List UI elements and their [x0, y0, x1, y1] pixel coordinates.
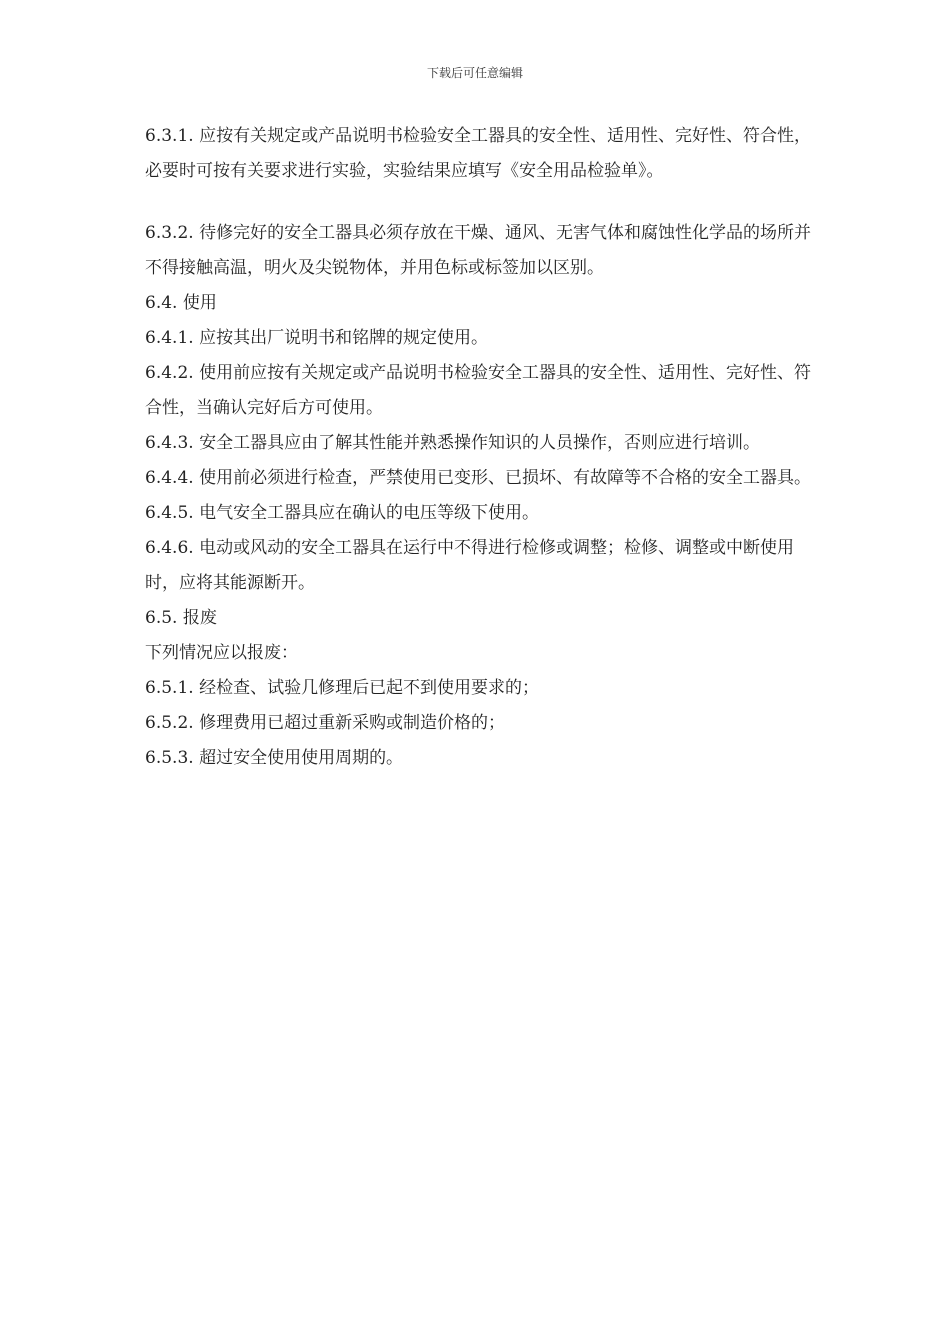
paragraph-6-4-6: 6.4.6. 电动或风动的安全工器具在运行中不得进行检修或调整；检修、调整或中断使用时，应将其能源断开。: [145, 538, 795, 593]
paragraph-6-4-2: 6.4.2. 使用前应按有关规定或产品说明书检验安全工器具的安全性、适用性、完好性、符合性，当确认完好后方可使用。: [145, 363, 812, 418]
paragraph-6-3-2: 6.3.2. 待修完好的安全工器具必须存放在干燥、通风、无害气体和腐蚀性化学品的场所并不得接触高温，明火及尖锐物体，并用色标或标签加以区别。: [145, 223, 812, 278]
paragraph-6-3-1: 6.3.1. 应按有关规定或产品说明书检验安全工器具的安全性、适用性、完好性、符合性，必要时可按有关要求进行实验，实验结果应填写《安全用品检验单》。: [145, 126, 812, 181]
paragraph-spacer: [145, 189, 815, 216]
document-body: [145, 119, 815, 776]
paragraph-6-5-2: 6.5.2. 修理费用已超过重新采购或制造价格的；: [145, 713, 506, 733]
page-header: 下载后可任意编辑: [426, 66, 523, 80]
section-heading-6-5: 6.5. 报废: [145, 608, 217, 628]
paragraph-6-5-3: 6.5.3. 超过安全使用使用周期的。: [145, 748, 404, 768]
paragraph-6-4-1: 6.4.1. 应按其出厂说明书和铭牌的规定使用。: [145, 328, 489, 348]
paragraph-6-4-4: 6.4.4. 使用前必须进行检查，严禁使用已变形、已损坏、有故障等不合格的安全工器具。: [145, 468, 812, 488]
section-heading-6-4: 6.4. 使用: [145, 293, 217, 313]
paragraph-scrap-intro: 下列情况应以报废：: [145, 643, 298, 663]
paragraph-6-4-5: 6.4.5. 电气安全工器具应在确认的电压等级下使用。: [145, 503, 540, 523]
paragraph-6-4-3: 6.4.3. 安全工器具应由了解其性能并熟悉操作知识的人员操作，否则应进行培训。: [145, 433, 761, 453]
paragraph-6-5-1: 6.5.1. 经检查、试验几修理后已起不到使用要求的；: [145, 678, 540, 698]
